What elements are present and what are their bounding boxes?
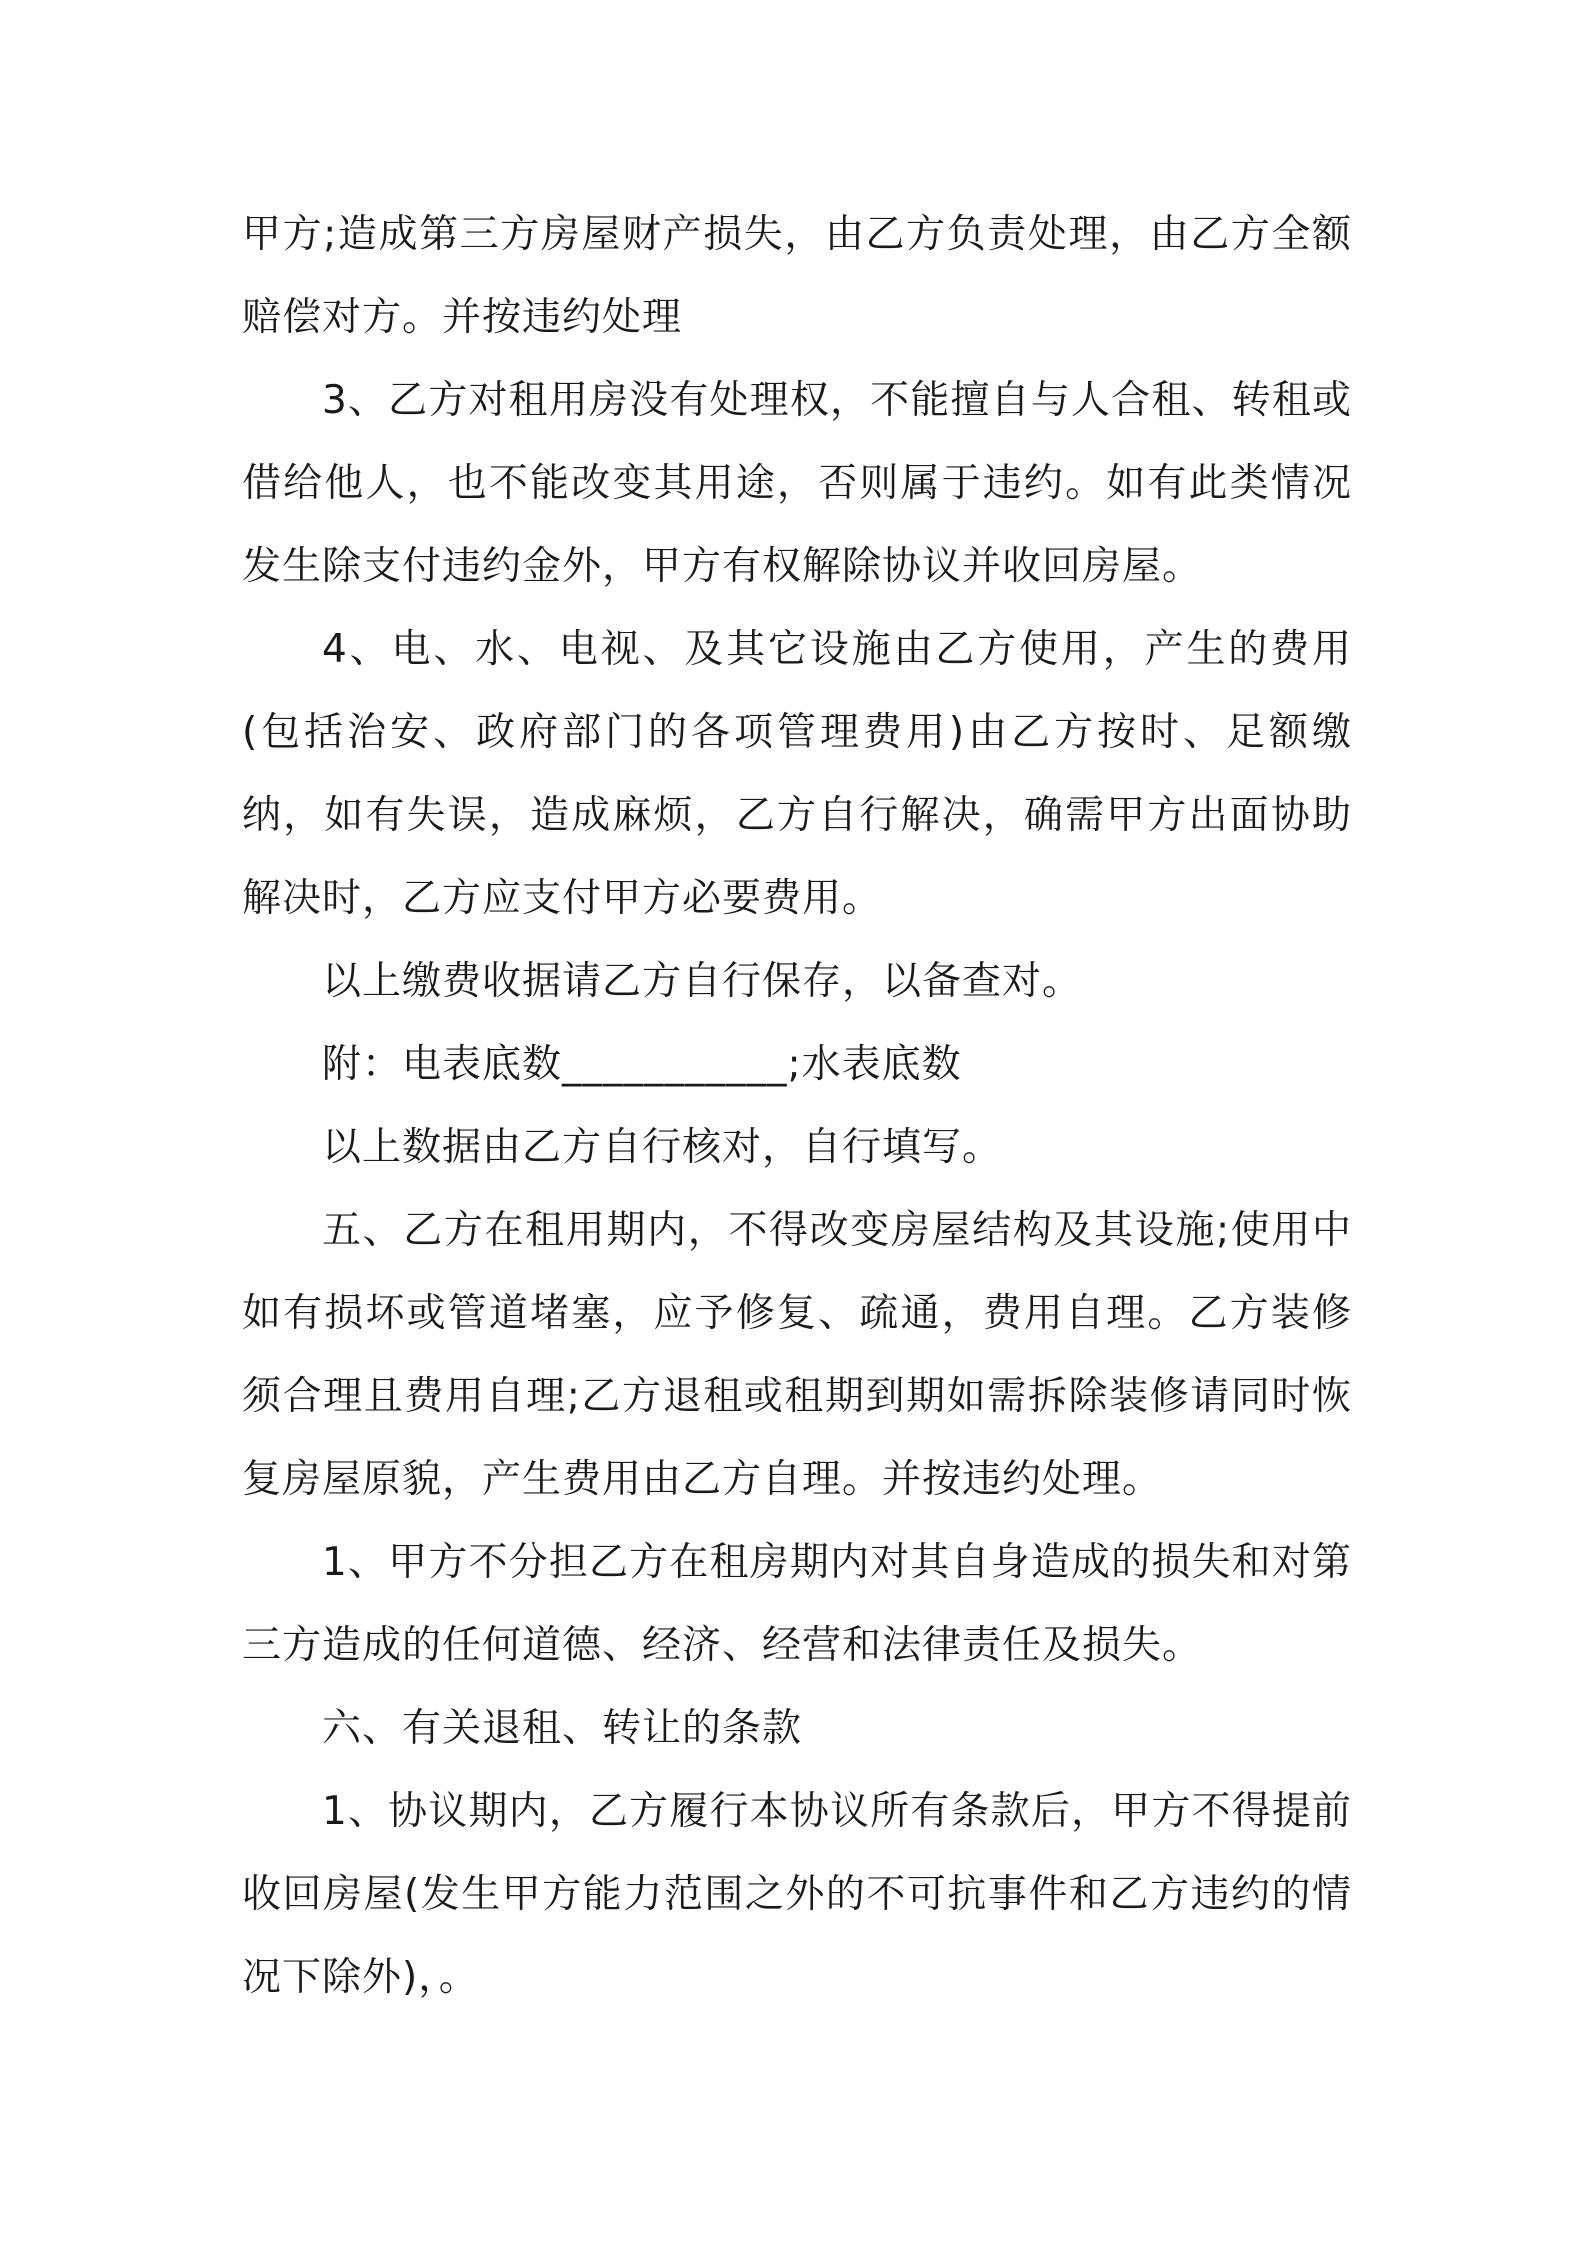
- paragraph-receipt-note: 以上缴费收据请乙方自行保存，以备查对。: [322, 959, 1083, 1004]
- paragraph-section-5: 五、乙方在租用期内，不得改变房屋结构及其设施;使用中如有损坏或管道堵塞，应予修复、疏通，费用自理。乙方装修须合理且费用自理;乙方退租或租期到期如需拆除装修请同时恢复房屋原貌，产生费用由乙方自理。并按违约处理。: [242, 1208, 1352, 1502]
- paragraph-meter-readings: 附：电表底数___________;水表底数: [322, 1042, 962, 1087]
- document-body: [242, 193, 1352, 2019]
- section-heading-6: 六、有关退租、转让的条款: [322, 1706, 803, 1751]
- paragraph-continuation: 甲方;造成第三方房屋财产损失，由乙方负责处理，由乙方全额赔偿对方。并按违约处理: [242, 212, 1352, 340]
- paragraph-data-check: 以上数据由乙方自行核对，自行填写。: [322, 1125, 1003, 1170]
- paragraph-clause-4: 4、电、水、电视、及其它设施由乙方使用，产生的费用(包括治安、政府部门的各项管理费用)由乙方按时、足额缴纳，如有失误，造成麻烦，乙方自行解决，确需甲方出面协助解决时，乙方应支付甲方必要费用。: [242, 627, 1352, 921]
- paragraph-section-5-clause-1: 1、甲方不分担乙方在租房期内对其自身造成的损失和对第三方造成的任何道德、经济、经营和法律责任及损失。: [242, 1540, 1352, 1668]
- paragraph-clause-3: 3、乙方对租用房没有处理权，不能擅自与人合租、转租或借给他人，也不能改变其用途，否则属于违约。如有此类情况发生除支付违约金外，甲方有权解除协议并收回房屋。: [242, 378, 1352, 589]
- paragraph-section-6-clause-1: 1、协议期内，乙方履行本协议所有条款后，甲方不得提前收回房屋(发生甲方能力范围之外的不可抗事件和乙方违约的情况下除外)，。: [242, 1789, 1352, 2000]
